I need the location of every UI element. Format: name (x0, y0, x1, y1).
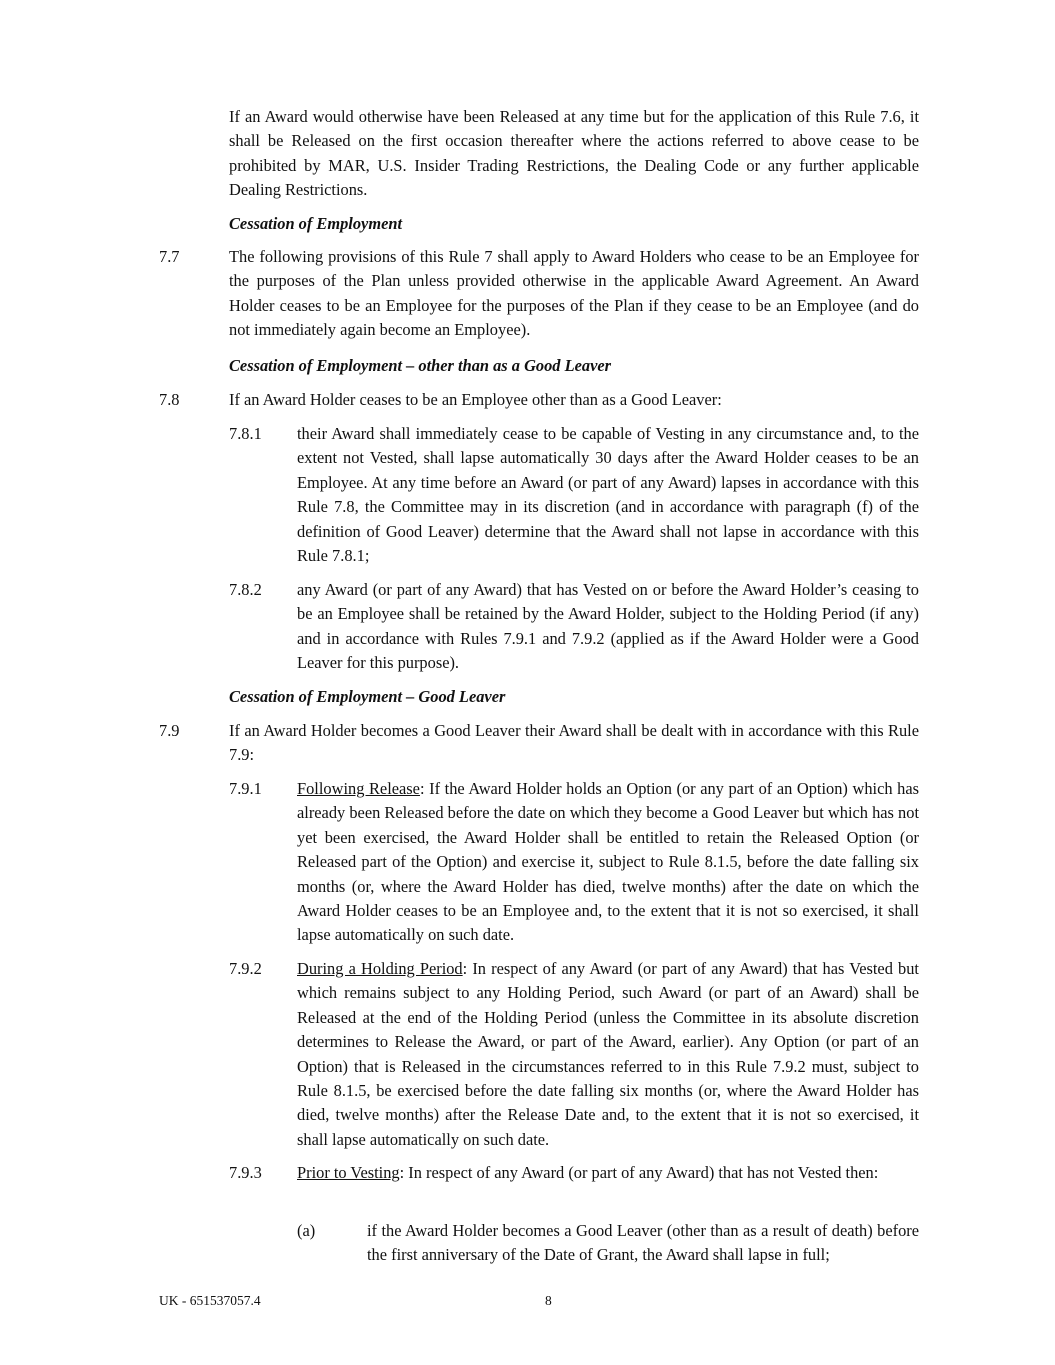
intro-paragraph: If an Award would otherwise have been Released at any time but for the application of this Rule 7.6, it shall be Released on the first occasion thereafter where the actions referred to above cease to be prohibited by MAR, U.S. Insider Trading Restrictions, the Dealing Code or any further applicable Dealing Restrictions. (229, 107, 919, 200)
clause-7-8-1-text: their Award shall immediately cease to be capable of Vesting in any circumstance and, to the extent not Vested, shall lapse automatically 30 days after the Award Holder ceases to be an Employee. At any time before an Award (or part of any Award) lapses in accordance with this Rule 7.8, the Committee may in its discretion (and in accordance with paragraph (f) of the definition of Good Leaver) determine that the Award shall not lapse in accordance with this Rule 7.8.1; (297, 424, 919, 566)
clause-7-9-1-title: Following Release (297, 779, 420, 798)
clause-7-9-3 (297, 1161, 919, 1185)
clause-number-7-9-1: 7.9.1 (229, 779, 262, 798)
clause-number-7-8-1: 7.8.1 (229, 424, 262, 443)
heading-good-leaver: Cessation of Employment – Good Leaver (229, 687, 506, 706)
heading-other-than-good-leaver: Cessation of Employment – other than as a Good Leaver (229, 356, 612, 375)
clause-7-9-1-text: : If the Award Holder holds an Option (or any part of an Option) which has already been Released before the date on which they become a Good Leaver but which has not yet been exercised, the Award Holder shall be entitled to retain the Released Option (or Released part of the Option) and exercise it, subject to Rule 8.1.5, before the date falling six months (or, where the Award Holder has died, twelve months) after the date on which the Award Holder ceases to be an Employee and, to the extent that it is not so exercised, it shall lapse automatically on such date. (297, 779, 919, 945)
clause-number-7-8-2: 7.8.2 (229, 580, 262, 599)
clause-7-9-2-title: During a Holding Period (297, 959, 463, 978)
clause-number-7-9: 7.9 (159, 721, 180, 740)
clause-7-8-2-text: any Award (or part of any Award) that has Vested on or before the Award Holder’s ceasing to be an Employee shall be retained by the Award Holder, subject to the Holding Period (if any) and in accordance with Rules 7.9.1 and 7.9.2 (applied as if the Award Holder were a Good Leaver for this purpose). (297, 580, 919, 673)
clause-7-9-2 (297, 957, 919, 1152)
footer-page-number: 8 (545, 1293, 552, 1308)
heading-cessation-of-employment: Cessation of Employment (229, 214, 403, 233)
clause-number-7-8: 7.8 (159, 390, 180, 409)
clause-7-9-3-title: Prior to Vesting (297, 1163, 400, 1182)
clause-7-7-text: The following provisions of this Rule 7 shall apply to Award Holders who cease to be an Employee for the purposes of the Plan unless provided otherwise in the applicable Award Agreement. An Award Holder ceases to be an Employee for the purposes of the Plan if they cease to be an Employee (and do not immediately again become an Employee). (229, 247, 919, 340)
clause-7-8-text: If an Award Holder ceases to be an Employee other than as a Good Leaver: (229, 390, 722, 409)
clause-7-9-2-text: : In respect of any Award (or part of any Award) that has Vested but which remains subject to any Holding Period, such Award (or part of an Award) shall be Released at the end of the Holding Period (unless the Committee in its absolute discretion determines to Release the Award, or part of the Award, earlier). Any Option (or part of an Option) that is Released in the circumstances referred to in this Rule 7.9.2 must, subject to Rule 8.1.5, be exercised before the date falling six months (or, where the Award Holder has died, twelve months) after the Release Date and, to the extent that it is not so exercised, it shall lapse automatically on such date. (297, 959, 919, 1149)
paragraph-number-a: (a) (297, 1221, 316, 1240)
clause-7-9-1 (297, 777, 919, 948)
clause-number-7-9-2: 7.9.2 (229, 959, 262, 978)
clause-7-9-3-text: : In respect of any Award (or part of any Award) that has not Vested then: (399, 1163, 879, 1182)
paragraph-a-text: if the Award Holder becomes a Good Leaver (other than as a result of death) before the first anniversary of the Date of Grant, the Award shall lapse in full; (367, 1221, 919, 1265)
clause-number-7-9-3: 7.9.3 (229, 1163, 262, 1182)
clause-7-9-text: If an Award Holder becomes a Good Leaver their Award shall be dealt with in accordance with this Rule 7.9: (229, 721, 919, 765)
clause-number-7-7: 7.7 (159, 247, 180, 266)
footer-document-reference: UK - 651537057.4 (159, 1293, 261, 1308)
